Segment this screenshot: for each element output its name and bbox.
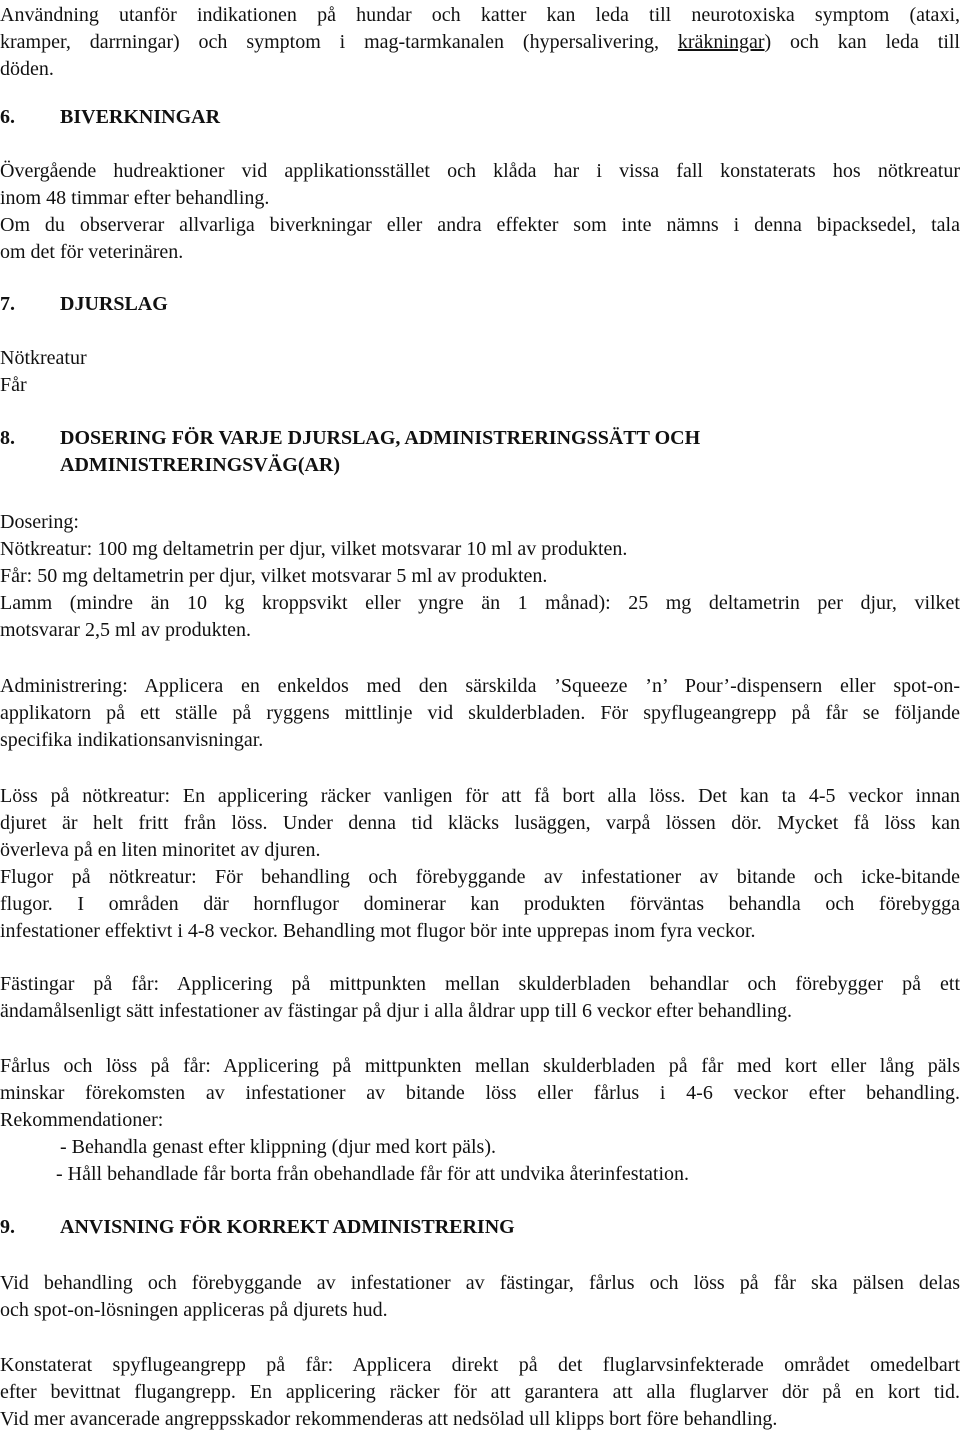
dose-lamb-line-1: Lamm (mindre än 10 kg kroppsvikt eller yngre än 1 månad): 25 mg deltametrin per djur, vilket [0,592,960,614]
admin-line-3: specifika indikationsanvisningar. [0,729,264,751]
lice-cattle-line-2: djuret är helt fritt från löss. Under denna tid kläcks lusäggen, varpå lössen dör. Mycket få löss kan [0,812,960,834]
section-9-number: 9. [0,1216,15,1238]
species-item: Får [0,374,27,396]
flies-cattle-line-1: Flugor på nötkreatur: För behandling och förebyggande av infestationer av bitande och icke-bitande [0,866,960,888]
admin-line-1: Administrering: Applicera en enkeldos med den särskilda ’Squeeze ’n’ Pour’-dispensern eller spot-on- [0,675,960,697]
keds-sheep-line-1: Fårlus och löss på får: Applicering på mittpunkten mellan skulderbladen på får med kort eller lång päls [0,1055,960,1077]
s6-p1-line-2: inom 48 timmar efter behandling. [0,187,270,209]
link-krakningar[interactable]: kräkningar [677,31,765,53]
dose-sheep: Får: 50 mg deltametrin per djur, vilket motsvarar 5 ml av produkten. [0,565,548,587]
s6-p1-line-1: Övergående hudreaktioner vid applikationsstället och klåda har i vissa fall konstaterats hos nötkreatur [0,160,960,182]
species-item: Nötkreatur [0,347,87,369]
section-8-heading [0,425,960,451]
intro-line-2-post: ) och kan leda till [764,31,960,53]
section-7-title: DJURSLAG [60,293,168,315]
section-9-heading [0,1214,960,1240]
s9-p2-line-1: Konstaterat spyflugeangrepp på får: Applicera direkt på det fluglarvsinfekterade området omedelbart [0,1354,960,1376]
s9-p1-line-1: Vid behandling och förebyggande av infestationer av fästingar, fårlus och löss på får ska pälsen delas [0,1272,960,1294]
lice-cattle-line-3: överleva på en liten minoritet av djuren. [0,839,321,861]
recommendation-item: - Håll behandlade får borta från obehandlade får för att undvika återinfestation. [56,1163,690,1185]
dose-lamb-line-2: motsvarar 2,5 ml av produkten. [0,619,252,641]
intro-line-3: döden. [0,58,54,80]
flies-cattle-line-3: infestationer effektivt i 4-8 veckor. Behandling mot flugor bör inte upprepas inom fyra veckor. [0,920,756,942]
section-9-title: ANVISNING FÖR KORREKT ADMINISTRERING [60,1216,515,1238]
dose-cattle: Nötkreatur: 100 mg deltametrin per djur, vilket motsvarar 10 ml av produkten. [0,538,628,560]
intro-line-1: Användning utanför indikationen på hundar och katter kan leda till neurotoxiska symptom (ataxi, [0,4,960,26]
section-7-heading [0,291,960,317]
section-8-title-line-1: DOSERING FÖR VARJE DJURSLAG, ADMINISTRERINGSSÄTT OCH [60,427,701,449]
section-6-number: 6. [0,106,15,128]
section-8-title-line-2: ADMINISTRERINGSVÄG(AR) [60,454,341,476]
s9-p2-line-3: Vid mer avancerade angreppsskador rekommenderas att nedsölad ull klipps bort före behandling. [0,1408,778,1430]
section-7-number: 7. [0,293,15,315]
intro-line-2-pre: kramper, darrningar) och symptom i mag-tarmkanalen (hypersalivering, [0,31,678,53]
lice-cattle-line-1: Löss på nötkreatur: En applicering räcker vanligen för att få bort alla löss. Det kan ta 4-5 veckor innan [0,785,960,807]
s6-p2-line-1: Om du observerar allvarliga biverkningar eller andra effekter som inte nämns i denna bipacksedel, tala [0,214,960,236]
section-8-number: 8. [0,427,15,449]
recommendations-label: Rekommendationer: [0,1109,164,1131]
ticks-sheep-line-2: ändamålsenligt sätt infestationer av fästingar på djur i alla åldrar upp till 6 veckor efter behandling. [0,1000,792,1022]
s9-p2-line-2: efter bevittnat flugangrepp. En applicering räcker för att garantera att alla fluglarver dör på en kort tid. [0,1381,960,1403]
section-8-heading-cont [0,452,960,478]
section-6-title: BIVERKNINGAR [60,106,221,128]
section-6-heading [0,104,960,130]
ticks-sheep-line-1: Fästingar på får: Applicering på mittpunkten mellan skulderbladen behandlar och förebygger på ett [0,973,960,995]
keds-sheep-line-2: minskar förekomsten av infestationer av bitande löss eller fårlus i 4-6 veckor efter behandling. [0,1082,960,1104]
dosering-label: Dosering: [0,511,79,533]
flies-cattle-line-2: flugor. I områden där hornflugor dominerar kan produkten förväntas behandla och förebygga [0,893,960,915]
intro-line-2 [0,29,960,55]
s9-p1-line-2: och spot-on-lösningen appliceras på djurets hud. [0,1299,388,1321]
s6-p2-line-2: om det för veterinären. [0,241,184,263]
admin-line-2: applikatorn på ett ställe på ryggens mittlinje vid skulderbladen. För spyflugeangrepp på får se följande [0,702,960,724]
recommendation-item: - Behandla genast efter klippning (djur med kort päls). [60,1136,496,1158]
